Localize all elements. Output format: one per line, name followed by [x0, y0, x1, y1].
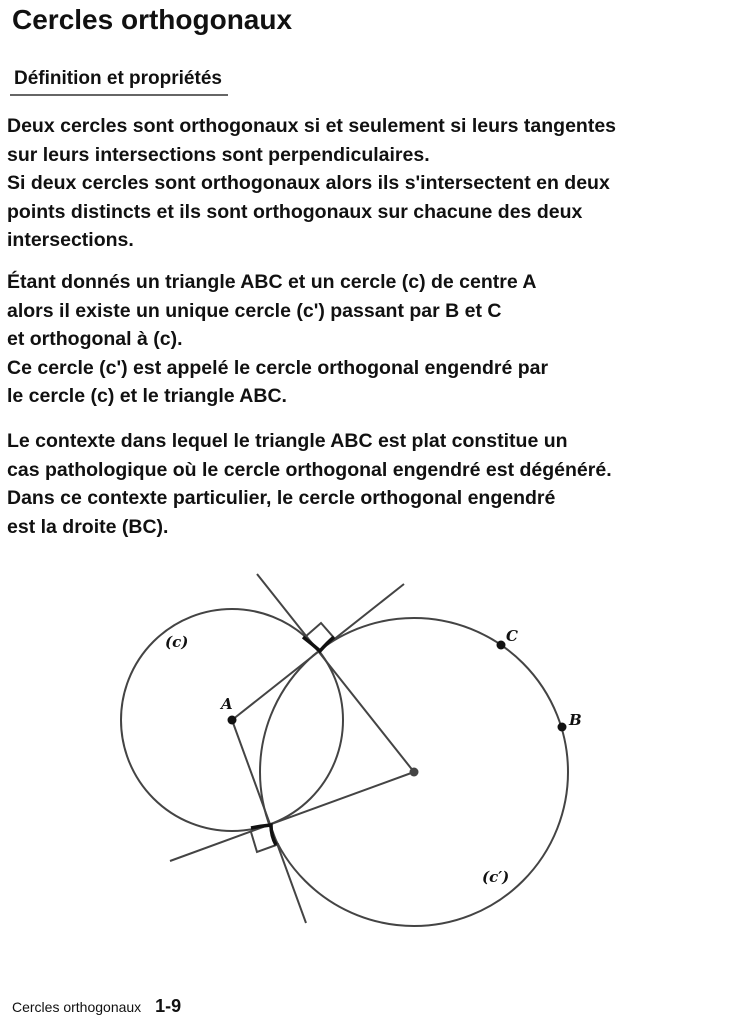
tangent-line: [232, 720, 306, 923]
point-center-c-prime: [410, 768, 419, 777]
paragraph-line: le cercle (c) et le triangle ABC.: [7, 385, 287, 407]
paragraph-line: Le contexte dans lequel le triangle ABC est plat constitue un: [7, 430, 568, 452]
paragraph-line: alors il existe un unique cercle (c') passant par B et C: [7, 299, 502, 322]
tangent-line: [232, 584, 404, 720]
paragraph-line: et orthogonal à (c).: [7, 328, 183, 350]
point-C: [497, 641, 506, 650]
paragraph-degenerate: [7, 427, 722, 541]
label-A: A: [221, 695, 233, 713]
paragraph-line: Ce cercle (c') est appelé le cercle orthogonal engendré par: [7, 356, 549, 379]
paragraph-line: Deux cercles sont orthogonaux si et seulement si leurs tangentes: [7, 115, 617, 137]
paragraph-line: sur leurs intersections sont perpendiculaires.: [7, 143, 430, 166]
page-number: 1-9: [155, 996, 182, 1016]
point-B: [558, 723, 567, 732]
paragraph-line: points distincts et ils sont orthogonaux sur chacune des deux: [7, 200, 583, 223]
page-title: Cercles orthogonaux: [12, 4, 293, 35]
right-angle-marker: [305, 623, 335, 639]
paragraph-theorem: [7, 268, 722, 411]
paragraph-line: Dans ce contexte particulier, le cercle orthogonal engendré: [7, 487, 556, 509]
label-B: B: [569, 711, 582, 729]
label-c: (c): [165, 633, 189, 651]
paragraph-line: Si deux cercles sont orthogonaux alors ils s'intersectent en deux: [7, 172, 610, 194]
paragraph-line: Étant donnés un triangle ABC et un cercle (c) de centre A: [7, 271, 537, 293]
page-footer: [12, 996, 181, 1017]
orthogonal-circles-figure: [0, 560, 730, 940]
point-A: [228, 716, 237, 725]
label-C: C: [506, 627, 518, 645]
tangent-line: [170, 772, 414, 861]
paragraph-definition: [7, 112, 722, 255]
paragraph-line: cas pathologique où le cercle orthogonal engendré est dégénéré.: [7, 458, 612, 481]
paragraph-line: est la droite (BC).: [7, 515, 169, 538]
paragraph-line: intersections.: [7, 229, 134, 251]
section-heading: Définition et propriétés: [10, 68, 228, 96]
footer-title: Cercles orthogonaux: [12, 999, 142, 1015]
label-c-prime: (c′): [482, 868, 510, 886]
tangent-line: [257, 574, 414, 772]
